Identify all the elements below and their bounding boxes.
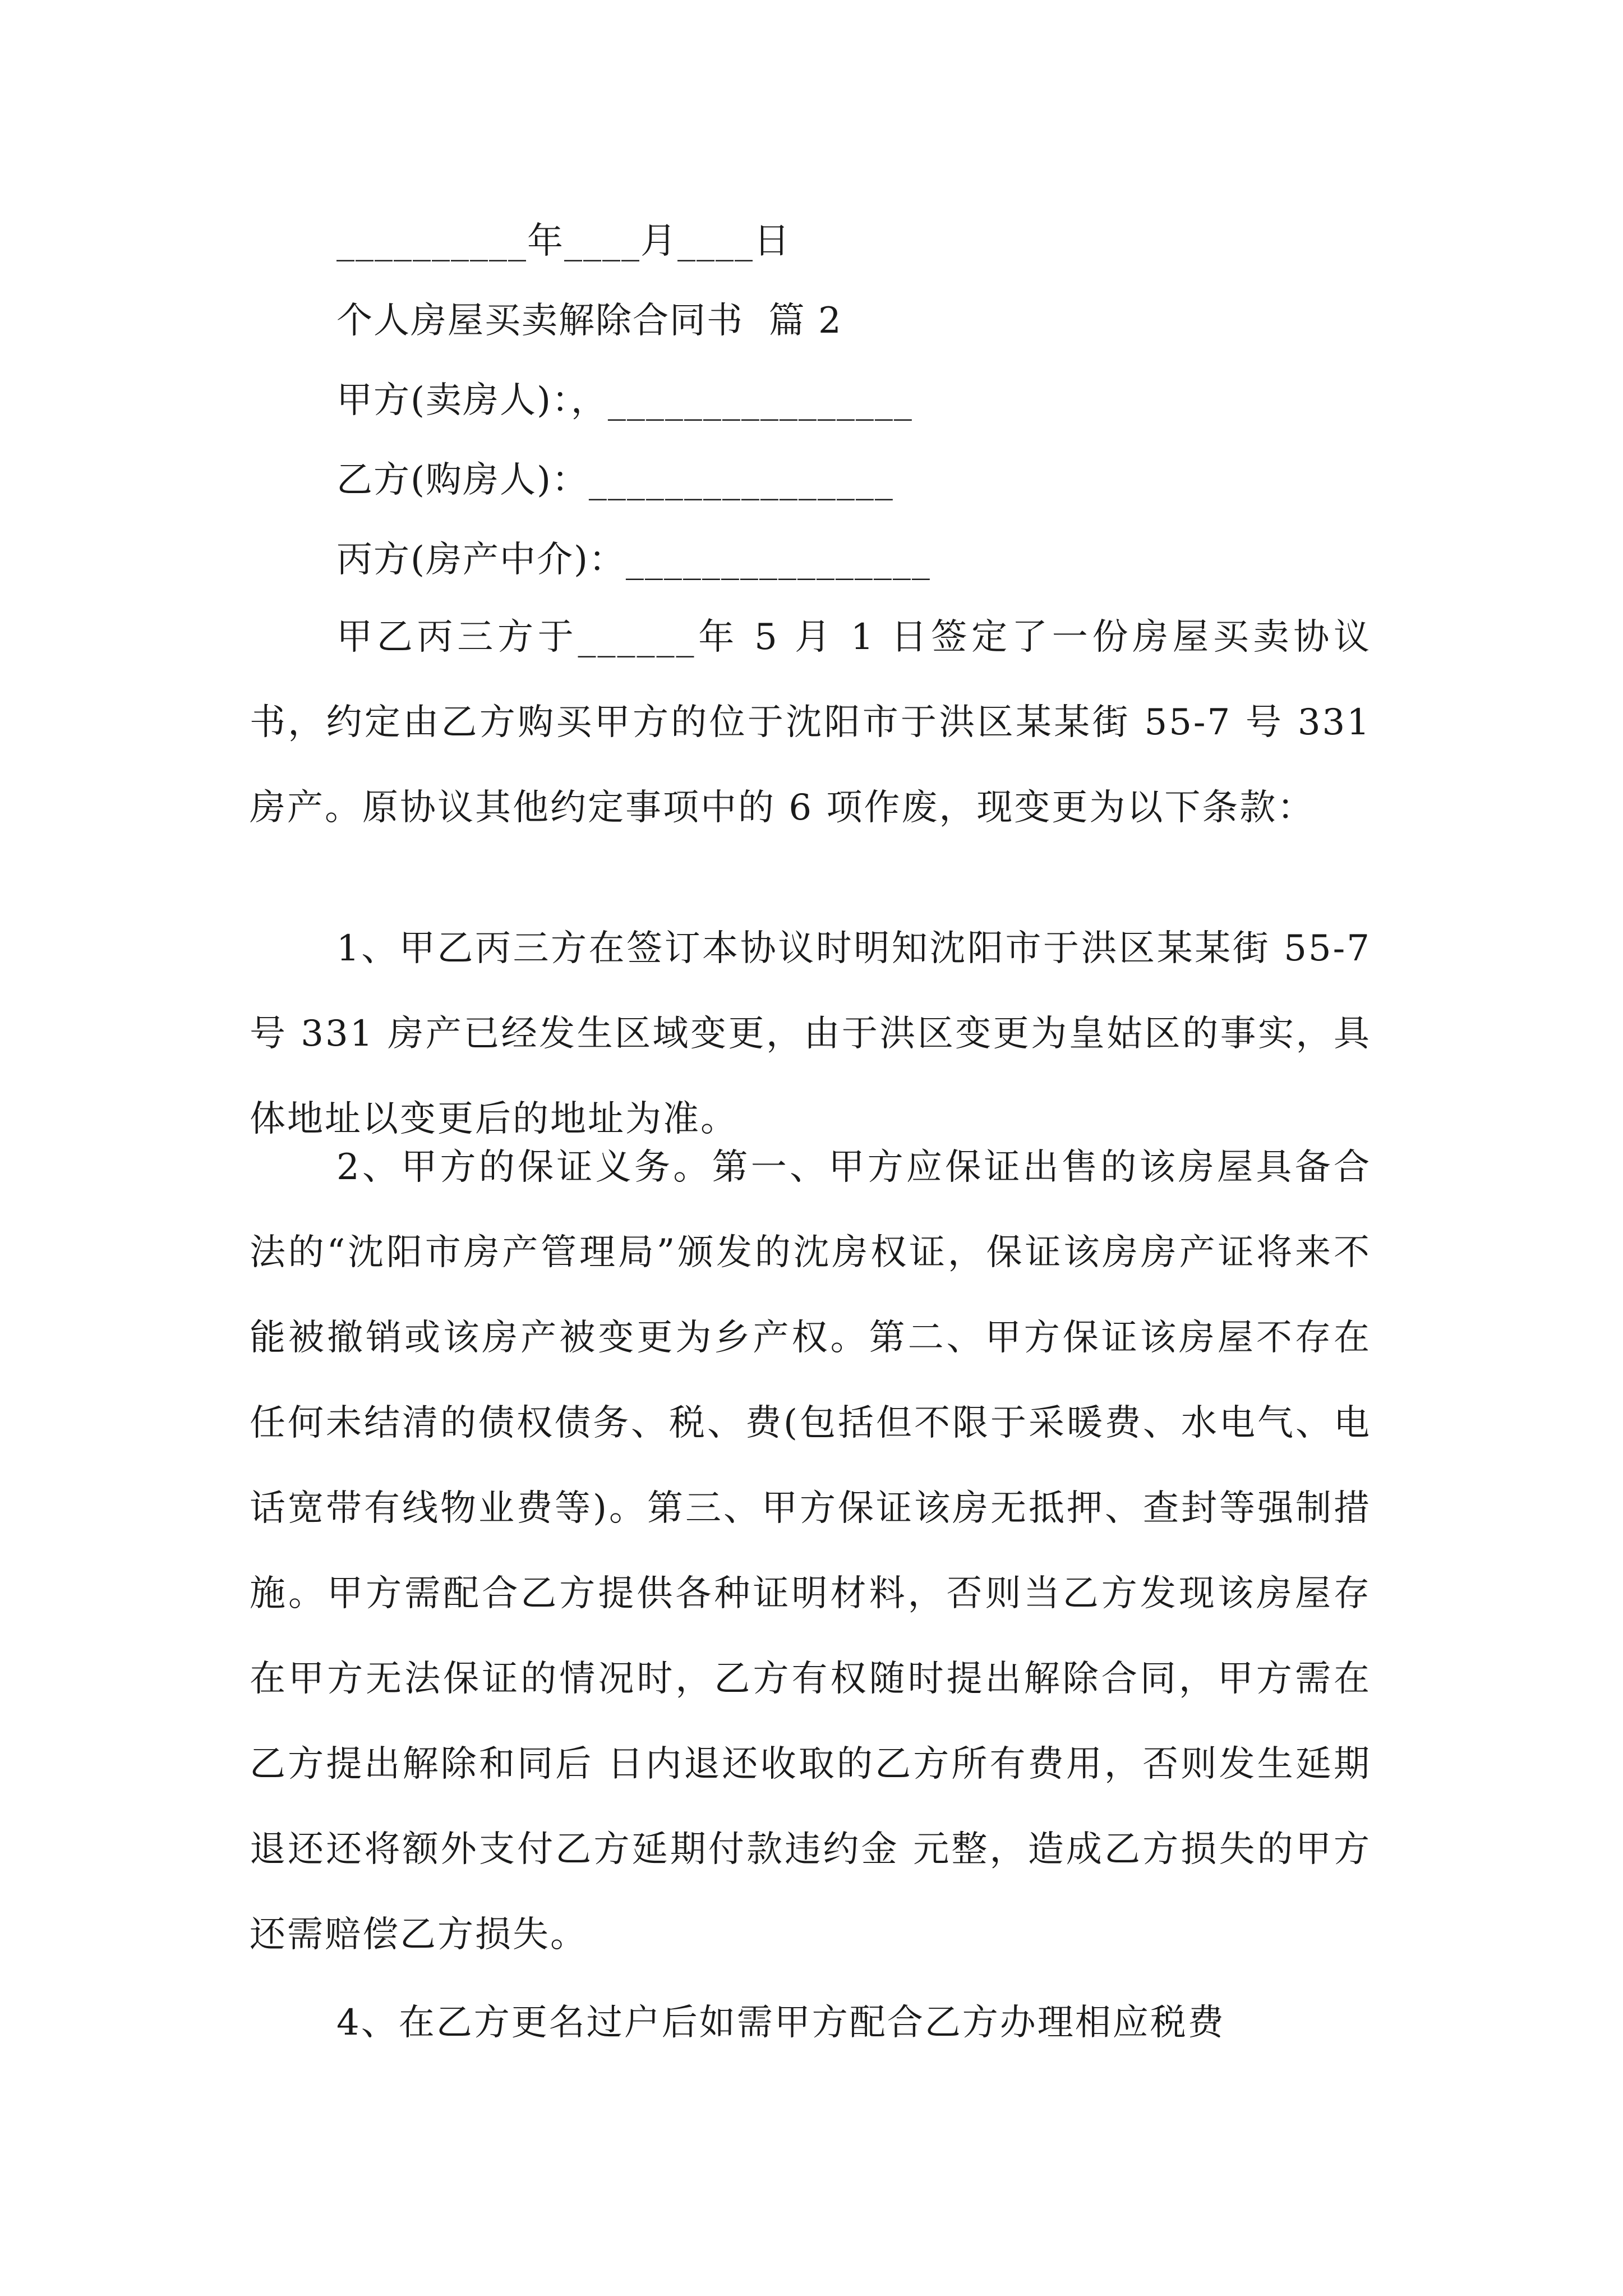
- paragraph-clause-1: 1、甲乙丙三方在签订本协议时明知沈阳市于洪区某某街 55-7 号 331 房产已经发生区域变更，由于洪区变更为皇姑区的事实，具体地址以变更后的地址为准。: [250, 928, 1371, 1140]
- paragraph-clause-2: 2、甲方的保证义务。第一、甲方应保证出售的该房屋具备合法的“沈阳市房产管理局”颁发的沈房权证，保证该房房产证将来不能被撤销或该房产被变更为乡产权。第二、甲方保证该房屋不存在任何未结清的债权债务、税、费(包括但不限于采暖费、水电气、电话宽带有线物业费等)。第三、甲方保证该房无抵押、查封等强制措施。甲方需配合乙方提供各种证明材料，否则当乙方发现该房屋存在甲方无法保证的情况时，乙方有权随时提出解除合同，甲方需在乙方提出解除和同后 日内退还收取的乙方所有费用，否则发生延期退还还将额外支付乙方延期付款违约金 元整，造成乙方损失的甲方还需赔偿乙方损失。: [250, 1147, 1371, 1955]
- date-line: __________年____月____日: [336, 220, 791, 262]
- document-title: 个人房屋买卖解除合同书 篇 2: [336, 300, 842, 342]
- party-a-line: 甲方(卖房人)：，________________: [336, 380, 913, 421]
- paragraph-agreement-intro: 甲乙丙三方于______年 5 月 1 日签定了一份房屋买卖协议书，约定由乙方购买甲方的位于沈阳市于洪区某某街 55-7 号 331 房产。原协议其他约定事项中的 6 项作废，现变更为以下条款：: [250, 616, 1371, 829]
- paragraph-clause-4: 4、在乙方更名过户后如需甲方配合乙方办理相应税费: [336, 2002, 1225, 2044]
- party-c-line: 丙方(房产中介)：________________: [336, 539, 931, 581]
- party-b-line: 乙方(购房人)：________________: [336, 459, 894, 501]
